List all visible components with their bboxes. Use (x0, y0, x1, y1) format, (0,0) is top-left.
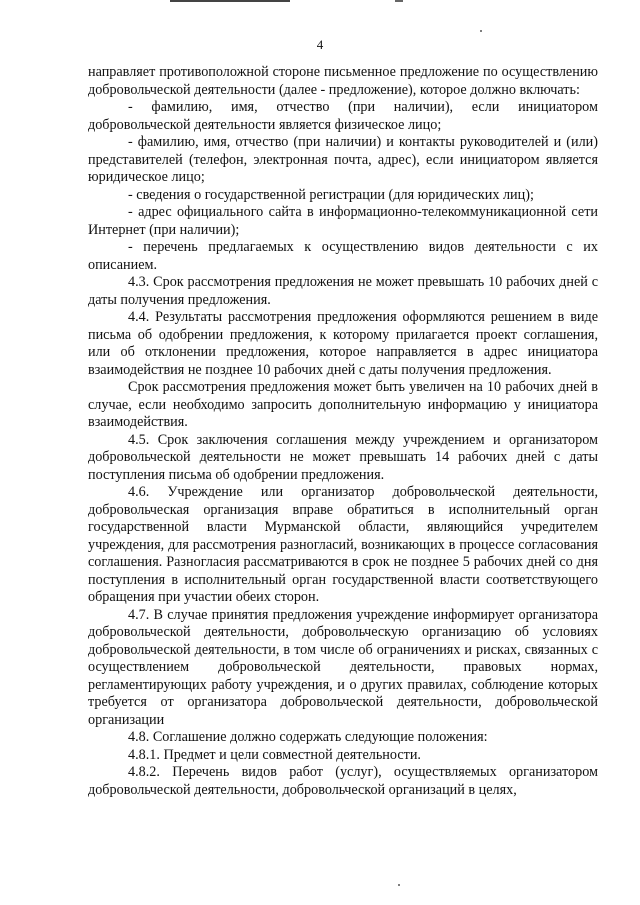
clause-4-4-extension: Срок рассмотрения предложения может быть увеличен на 10 рабочих дней в случае, если необходимо запросить дополнительную информацию у инициатора взаимодействия. (88, 379, 598, 430)
clause-4-4: 4.4. Результаты рассмотрения предложения оформляются решением в виде письма об одобрении предложения, к которому прилагается проект соглашения, или об отклонении предложения, которое направляется в адрес инициатора взаимодействия не позднее 10 рабочих дней с даты получения предложения. (88, 309, 598, 378)
clause-4-7: 4.7. В случае принятия предложения учреждение информирует организатора добровольческой деятельности, добровольческую организацию об условиях добровольческой деятельности, в том числе об ограничениях и рисках, связанных с осуществлением добровольческой деятельности, правовых нормах, регламентирующих работу учреждения, и о других правилах, соблюдение которых требуется от организатора добровольческой деятельности, добровольческой организации (88, 606, 598, 728)
paragraph-intro: направляет противоположной стороне письменное предложение по осуществлению добровольческой деятельности (далее - предложение), которое должно включать: (88, 64, 598, 98)
clause-4-6: 4.6. Учреждение или организатор добровольческой деятельности, добровольческая организация вправе обратиться в исполнительный орган государственной власти Мурманской области, являющийся учредителем учреждения, для рассмотрения разногласий, возникающих в процессе согласования соглашения. Разногласия рассматриваются в срок не позднее 5 рабочих дней со дня поступления в исполнительный орган государственной власти соответствующего обращения при участии обеих сторон. (88, 484, 598, 605)
clause-4-5: 4.5. Срок заключения соглашения между учреждением и организатором добровольческой деятельности не может превышать 14 рабочих дней с даты поступления письма об одобрении предложения. (88, 431, 598, 483)
list-item-legal-entity-contacts: - фамилию, имя, отчество (при наличии) и контакты руководителей и (или) представителей (телефон, электронная почта, адрес), если инициатором является юридическое лицо; (88, 134, 598, 185)
document-body (88, 64, 598, 799)
page-number: 4 (316, 37, 324, 52)
scan-speck (480, 30, 482, 32)
clause-4-8-2: 4.8.2. Перечень видов работ (услуг), осуществляемых организатором добровольческой деятельности, добровольческой организаций в целях, (88, 764, 598, 798)
scan-speck (398, 884, 400, 886)
list-item-website: - адрес официального сайта в информационно-телекоммуникационной сети Интернет (при наличии); (88, 204, 598, 238)
header-rule-fragment (395, 0, 403, 2)
list-item-individual-name: - фамилию, имя, отчество (при наличии), если инициатором добровольческой деятельности является физическое лицо; (88, 99, 598, 133)
header-rule (170, 0, 290, 2)
clause-4-8: 4.8. Соглашение должно содержать следующие положения: (128, 729, 488, 745)
clause-4-3: 4.3. Срок рассмотрения предложения не может превышать 10 рабочих дней с даты получения предложения. (88, 274, 598, 308)
list-item-activity-types: - перечень предлагаемых к осуществлению видов деятельности с их описанием. (88, 239, 598, 273)
list-item-registration: - сведения о государственной регистрации (для юридических лиц); (128, 186, 534, 203)
clause-4-8-1: 4.8.1. Предмет и цели совместной деятельности. (128, 746, 421, 763)
